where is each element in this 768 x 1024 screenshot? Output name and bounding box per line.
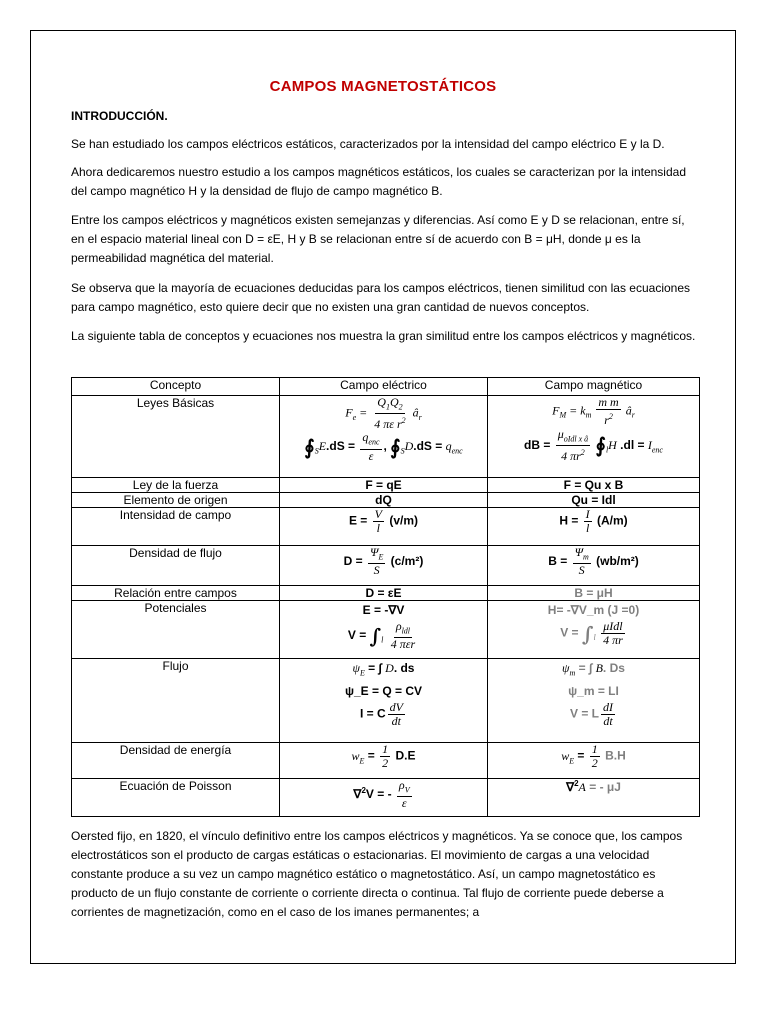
table-row: [72, 779, 700, 817]
magnetic-cell: $F_M = k_m$ $\frac{\text{m m}}{r^2}$ $â_r$ dB = $\frac{\mu_{oIdl x â}}{4 \pi r^2}$ $∮_lH$ $.dl = I_{enc}$: [488, 396, 700, 478]
electric-cell: E = -∇V $V = \int_l$ $\frac{\rho_{ldl}}{\text{4 πεr}}$: [280, 601, 488, 659]
electric-unit: (v/m): [389, 513, 419, 528]
electric-cell: ∇$^2$V = - $\frac{\rho_V}{\varepsilon}$: [280, 779, 488, 817]
table-row: [72, 546, 700, 586]
concept-cell: Relación entre campos: [72, 586, 280, 601]
document-page: [30, 30, 736, 964]
concept-cell: Ecuación de Poisson: [72, 779, 280, 817]
magnetic-unit: (wb/m²): [596, 553, 639, 568]
table-row: [72, 586, 700, 601]
intro-heading: INTRODUCCIÓN.: [71, 109, 168, 123]
electric-cell: D = $\frac{\Psi_E}{S}$ (c/m²): [280, 546, 488, 586]
electric-cell: F = qE: [280, 478, 488, 493]
magnetic-cell: B = μH: [488, 586, 700, 601]
electric-cell: E = $\frac{V}{l}$ (v/m): [280, 508, 488, 546]
paragraph-4: Se observa que la mayoría de ecuaciones deducidas para los campos eléctricos, tienen similitud con las ecuaciones para campo magnético, esto quiere decir que no existen una gran cantidad de nuevos conceptos.: [71, 281, 691, 314]
electric-unit: (c/m²): [390, 553, 424, 568]
concept-cell: Flujo: [72, 659, 280, 743]
document-title: CAMPOS MAGNETOSTÁTICOS: [269, 78, 497, 95]
concepts-table: [71, 377, 700, 817]
paragraph-2: Ahora dedicaremos nuestro estudio a los campos magnéticos estáticos, los cuales se caracterizan por la intensidad del campo magnético H y la densidad de flujo de campo magnético B.: [71, 165, 686, 198]
magnetic-cell: Qu = Idl: [488, 493, 700, 508]
table-row: [72, 493, 700, 508]
header-electric: Campo eléctrico: [280, 378, 488, 396]
table-row: [72, 659, 700, 743]
magnetic-cell: ∇$^2$A = - μJ: [488, 779, 700, 817]
magnetic-cell: B = $\frac{\Psi_m}{S}$ (wb/m²): [488, 546, 700, 586]
header-concept: Concepto: [72, 378, 280, 396]
concept-cell: Densidad de flujo: [72, 546, 280, 586]
magnetic-cell: H= -∇V_m (J =0) $V = \int_l$ $\frac{\text{μIdl}}{4 \pi r}$: [488, 601, 700, 659]
magnetic-cell: $\psi_m$ = ∫ B. Ds ψ_m = LI V = L $\frac{dI}{dt}$: [488, 659, 700, 743]
table-row: [72, 508, 700, 546]
table-row: [72, 743, 700, 779]
electric-cell: $w_E$ = $\frac{1}{2}$ D.E: [280, 743, 488, 779]
electric-cell: dQ: [280, 493, 488, 508]
magnetic-unit: (A/m): [597, 513, 628, 528]
magnetic-cell: H = $\frac{I}{l}$ (A/m): [488, 508, 700, 546]
table-row: [72, 396, 700, 478]
electric-cell: $F_e$ = $\frac{Q_1Q_2}{4 \pi\varepsilon r^2}$ $â_r$ $∮_SE.dS$ = $\frac{q_{enc}}{\varepsilon}$ , $∮_SD.dS = q_{enc}$: [280, 396, 488, 478]
header-magnetic: Campo magnético: [488, 378, 700, 396]
paragraph-3: Entre los campos eléctricos y magnéticos existen semejanzas y diferencias. Así como E y D se relacionan, entre sí, en el espacio material lineal con D = εE, H y B se relacionan entre sí de acuerdo con B = μH, donde μ es la permeabilidad magnética del material.: [71, 213, 685, 265]
concept-cell: Intensidad de campo: [72, 508, 280, 546]
electric-cell: $\psi_E$ = ∫ D. ds ψ_E = Q = CV I = C $\frac{dV}{dt}$: [280, 659, 488, 743]
concept-cell: Potenciales: [72, 601, 280, 659]
table-row: [72, 601, 700, 659]
concept-cell: Ley de la fuerza: [72, 478, 280, 493]
paragraph-1: Se han estudiado los campos eléctricos estáticos, caracterizados por la intensidad del campo eléctrico E y la D.: [71, 137, 665, 151]
concept-cell: Leyes Básicas: [72, 396, 280, 478]
magnetic-cell: $w_E$ = $\frac{1}{2}$ B.H: [488, 743, 700, 779]
bottom-paragraph: Oersted fijo, en 1820, el vínculo definitivo entre los campos eléctricos y magnéticos. Ya se conoce que, los campos electrostáticos son el producto de cargas estáticas o estacionarias. El movimiento de cargas a una velocidad constante produce a su vez un campo magnético estático o magnetostático. Así, un campo magnetostático es producto de un flujo constante de corriente o corriente directa o continua. Tal flujo de corriente puede deberse a corrientes de magnetización, como en el caso de los imanes permanentes; a: [71, 829, 683, 919]
concept-cell: Densidad de energía: [72, 743, 280, 779]
table-row: [72, 478, 700, 493]
magnetic-cell: F = Qu x B: [488, 478, 700, 493]
electric-cell: D = εE: [280, 586, 488, 601]
table-header-row: [72, 378, 700, 396]
paragraph-5: La siguiente tabla de conceptos y ecuaciones nos muestra la gran similitud entre los campos eléctricos y magnéticos.: [71, 329, 696, 343]
concept-cell: Elemento de origen: [72, 493, 280, 508]
